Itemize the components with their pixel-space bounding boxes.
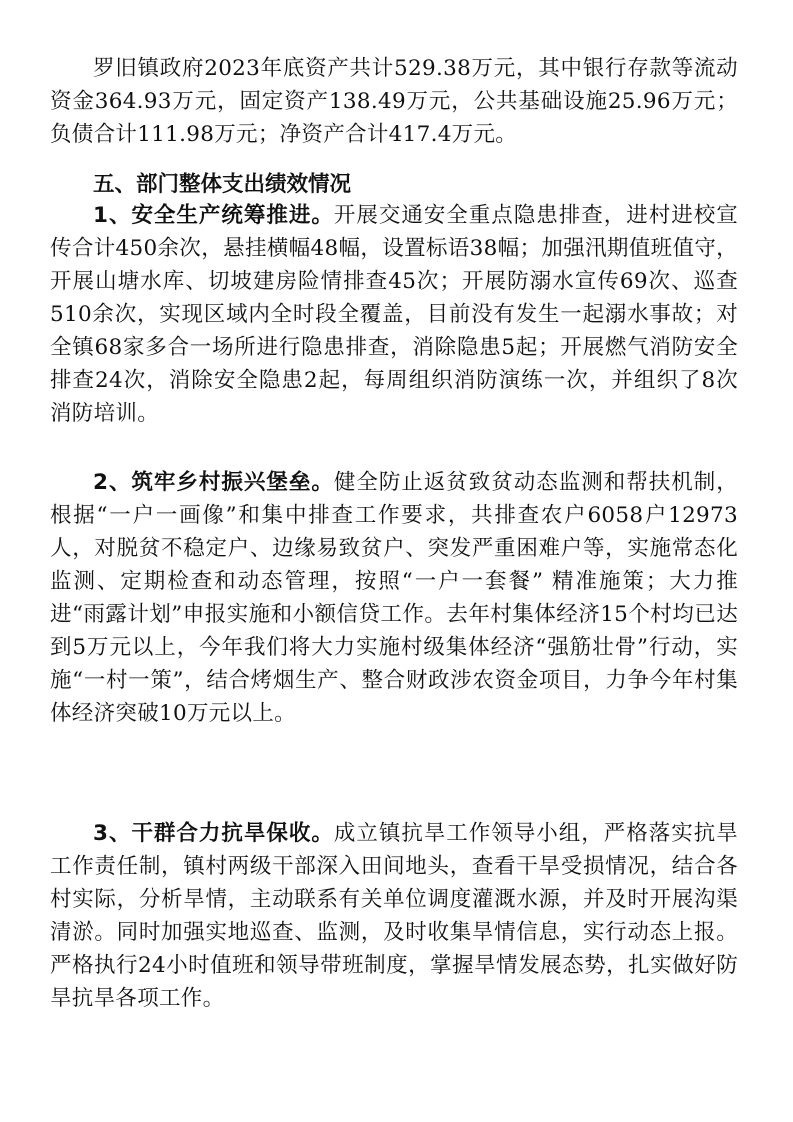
item-paragraph-rural-revitalization (50, 466, 738, 730)
item-lead-rural-revitalization: 2、筑牢乡村振兴堡垒。 (93, 470, 334, 495)
assets-paragraph: 罗旧镇政府2023年底资产共计529.38万元，其中银行存款等流动资金364.93万元，固定资产138.49万元，公共基础设施25.96万元；负债合计111.98万元；净资产合计417.4万元。 (50, 56, 738, 147)
item-paragraph-safety (50, 199, 738, 430)
item-body-drought: 成立镇抗旱工作领导小组，严格落实抗旱工作责任制，镇村两级干部深入田间地头，查看干旱受损情况，结合各村实际，分析旱情，主动联系有关单位调度灌溉水源，并及时开展沟渠清淤。同时加强实地巡查、监测，及时收集旱情信息，实行动态上报。严格执行24小时值班和领导带班制度，掌握旱情发展态势，扎实做好防旱抗旱各项工作。 (50, 821, 738, 1011)
item-lead-safety: 1、安全生产统筹推进。 (93, 203, 334, 228)
section-heading: 五、部门整体支出绩效情况 (93, 172, 352, 197)
item-lead-drought: 3、干群合力抗旱保收。 (93, 821, 334, 846)
item-body-safety: 开展交通安全重点隐患排查，进村进校宣传合计450余次，悬挂横幅48幅，设置标语38幅；加强汛期值班值守，开展山塘水库、切坡建房险情排查45次；开展防溺水宣传69次、巡查510余次，实现区域内全时段全覆盖，目前没有发生一起溺水事故；对全镇68家多合一场所进行隐患排查，消除隐患5起；开展燃气消防安全排查24次，消除安全隐患2起，每周组织消防演练一次，并组织了8次消防培训。 (50, 203, 738, 426)
item-body-rural-revitalization: 健全防止返贫致贫动态监测和帮扶机制，根据“一户一画像”和集中排查工作要求，共排查农户6058户12973人，对脱贫不稳定户、边缘易致贫户、突发严重困难户等，实施常态化监测、定期检查和动态管理，按照“一户一套餐” 精准施策；大力推进“雨露计划”申报实施和小额信贷工作。去年村集体经济15个村均已达到5万元以上，今年我们将大力实施村级集体经济“强筋壮骨”行动，实施“一村一策”，结合烤烟生产、整合财政涉农资金项目，力争今年村集体经济突破10万元以上。 (50, 470, 738, 726)
item-paragraph-drought (50, 817, 738, 1015)
